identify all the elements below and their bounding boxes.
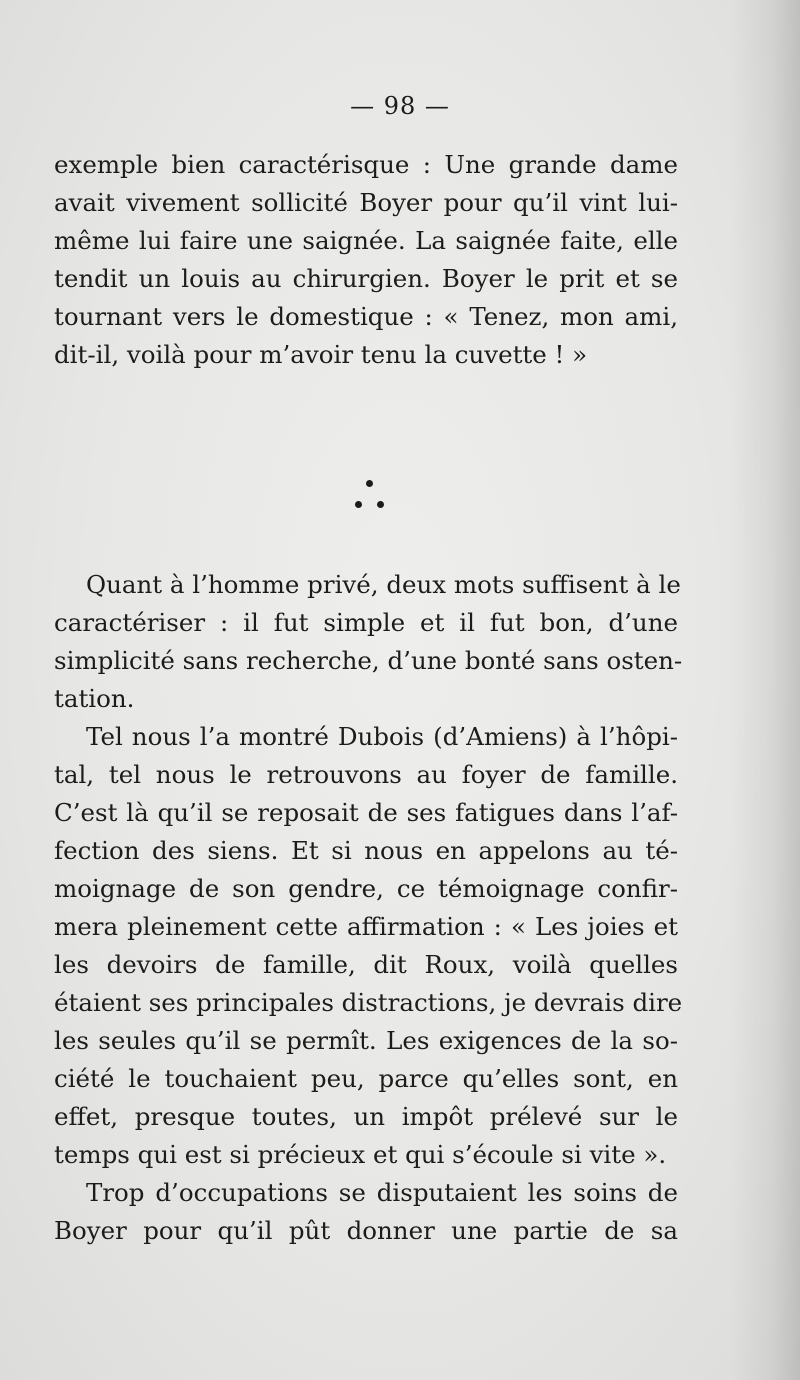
text-line: simplicité sans recherche, d’une bonté sans osten-	[54, 646, 683, 675]
paragraph-private-man	[54, 566, 683, 718]
text-line: tournant vers le domestique : « Tenez, mon ami,	[54, 302, 678, 331]
text-line: les seules qu’il se permît. Les exigences de la so-	[54, 1026, 678, 1055]
text-line: avait vivement sollicité Boyer pour qu’il vint lui-	[54, 188, 678, 217]
separator-dot	[366, 480, 373, 487]
paragraph-family-life	[54, 718, 683, 1174]
page-edge-shadow	[730, 0, 800, 1380]
page-number: — 98 —	[350, 92, 450, 120]
text-line: temps qui est si précieux et qui s’écoule si vite ».	[54, 1140, 667, 1169]
text-line: ciété le touchaient peu, parce qu’elles sont, en	[54, 1064, 678, 1093]
text-line: étaient ses principales distractions, je devrais dire	[54, 988, 683, 1017]
section-body	[54, 566, 683, 1250]
separator-dot	[355, 501, 362, 508]
text-line: Trop d’occupations se disputaient les soins de	[86, 1178, 678, 1207]
separator-dot	[377, 501, 384, 508]
paragraph-anecdote	[54, 146, 678, 374]
text-line: Tel nous l’a montré Dubois (d’Amiens) à l’hôpi-	[86, 722, 678, 751]
paragraph-occupations	[54, 1174, 678, 1250]
text-line: dit-il, voilà pour m’avoir tenu la cuvette ! »	[54, 340, 588, 369]
text-line: les devoirs de famille, dit Roux, voilà quelles	[54, 950, 678, 979]
text-line: tendit un louis au chirurgien. Boyer le prit et se	[54, 264, 678, 293]
text-line: effet, presque toutes, un impôt prélevé sur le	[54, 1102, 678, 1131]
text-line: Quant à l’homme privé, deux mots suffisent à le	[86, 570, 681, 599]
text-line: caractériser : il fut simple et il fut bon, d’une	[54, 608, 678, 637]
text-line: tation.	[54, 684, 135, 713]
text-line: tal, tel nous le retrouvons au foyer de famille.	[54, 760, 678, 789]
text-line: fection des siens. Et si nous en appelons au té-	[54, 836, 678, 865]
text-line: exemple bien caractérisque : Une grande dame	[54, 150, 678, 179]
text-line: mera pleinement cette affirmation : « Les joies et	[54, 912, 678, 941]
text-line: même lui faire une saignée. La saignée faite, elle	[54, 226, 678, 255]
asterism-separator-icon	[350, 476, 390, 516]
text-line: moignage de son gendre, ce témoignage confir-	[54, 874, 678, 903]
text-line: C’est là qu’il se reposait de ses fatigues dans l’af-	[54, 798, 678, 827]
text-line: Boyer pour qu’il pût donner une partie de sa	[54, 1216, 678, 1245]
